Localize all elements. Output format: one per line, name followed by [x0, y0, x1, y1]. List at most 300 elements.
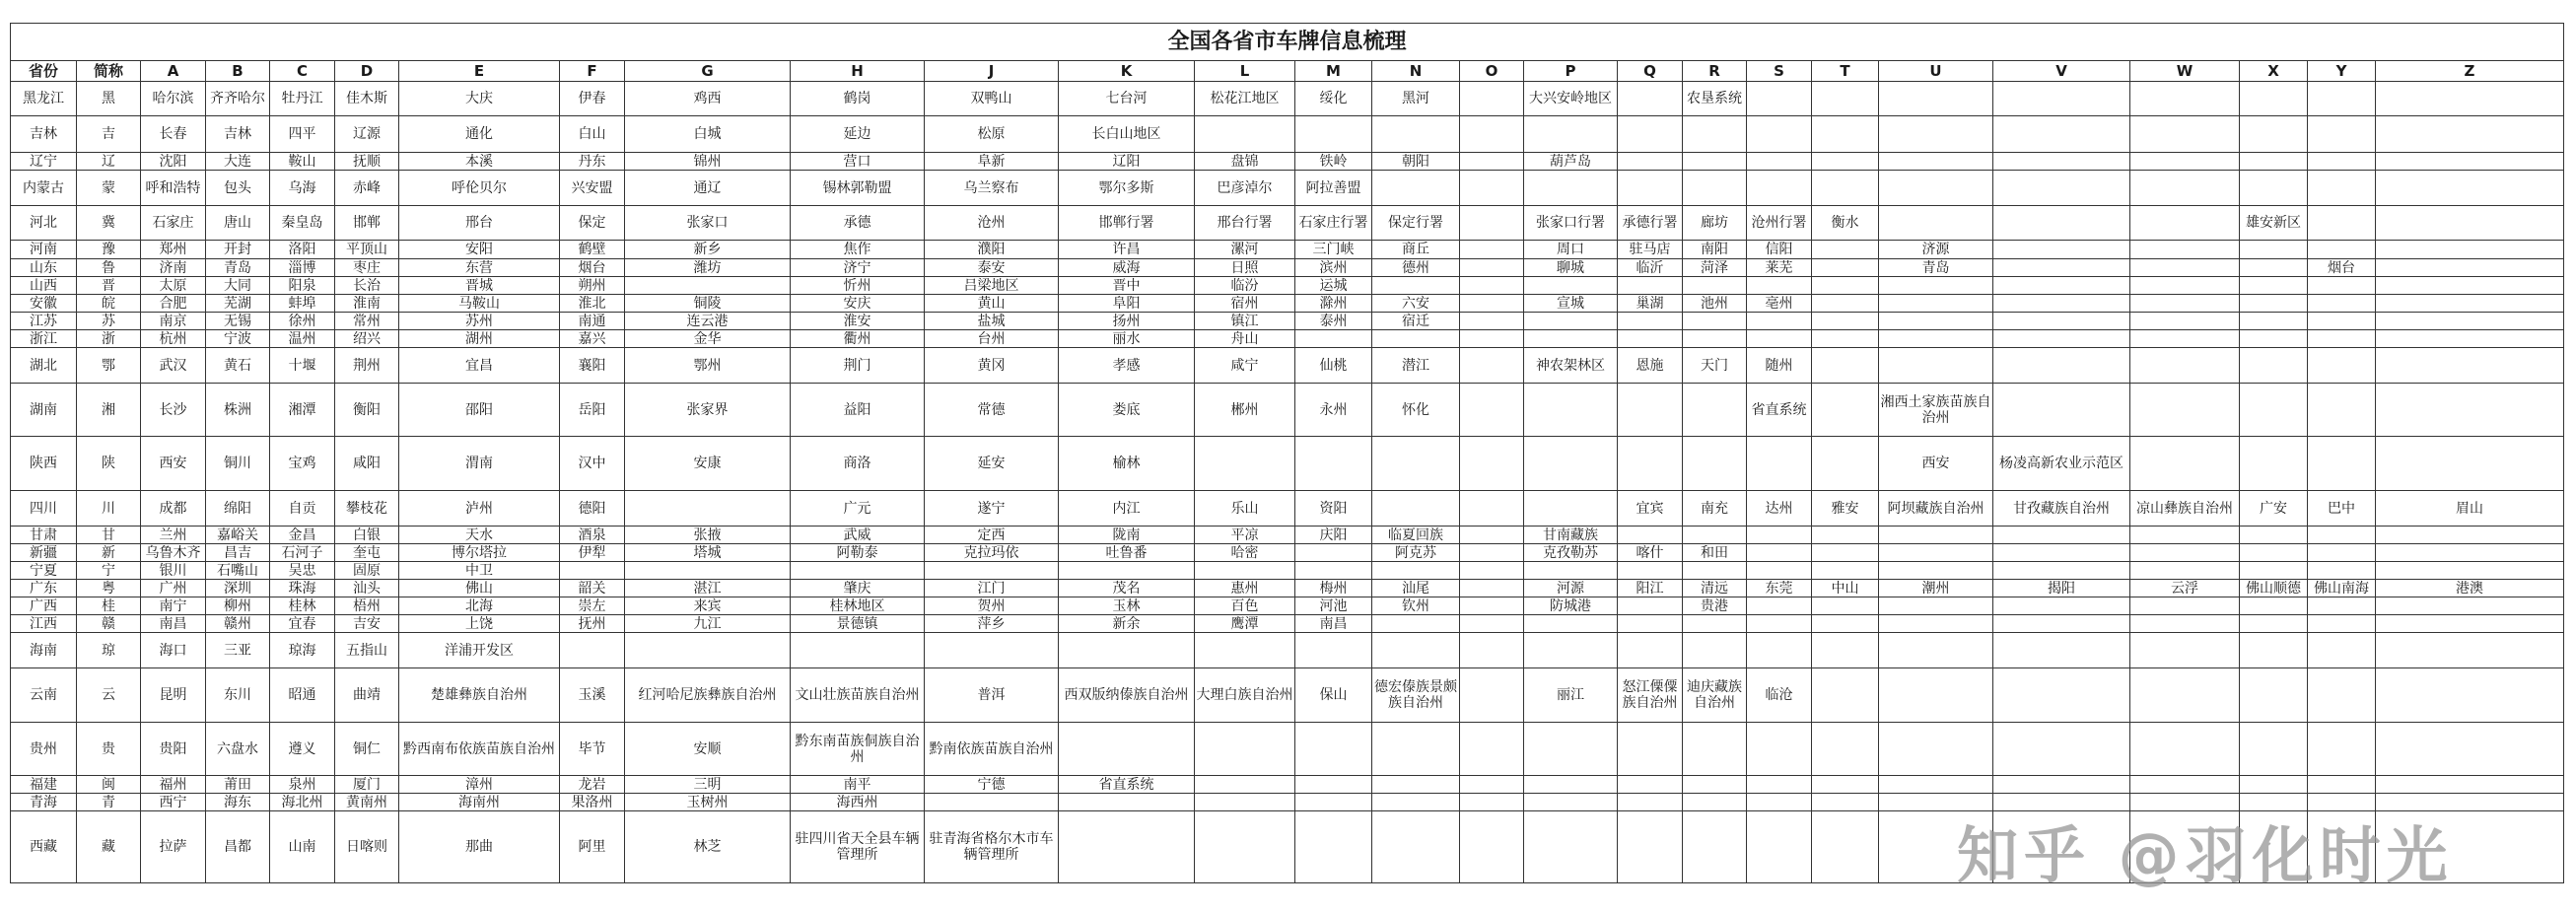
city-cell: 阳泉 [270, 277, 335, 295]
province-cell: 河南 [11, 241, 77, 259]
city-cell: 焦作 [791, 241, 925, 259]
city-cell: 吴忠 [270, 562, 335, 580]
city-cell [1460, 313, 1524, 330]
city-cell: 平凉 [1195, 527, 1295, 544]
city-cell [1524, 776, 1618, 794]
province-cell: 宁夏 [11, 562, 77, 580]
city-cell: 海口 [141, 633, 206, 668]
table-row [11, 437, 2564, 491]
city-cell [2240, 776, 2308, 794]
city-cell [1879, 348, 1993, 384]
abbr-cell: 桂 [77, 597, 141, 615]
city-cell: 昭通 [270, 668, 335, 723]
city-cell [1812, 241, 1879, 259]
city-cell: 郴州 [1195, 384, 1295, 437]
city-cell [2376, 437, 2564, 491]
city-cell: 衢州 [791, 330, 925, 348]
city-cell: 台州 [925, 330, 1059, 348]
city-cell: 贺州 [925, 597, 1059, 615]
city-cell [1295, 776, 1372, 794]
city-cell [1812, 794, 1879, 811]
city-cell [1618, 527, 1683, 544]
city-cell: 绥化 [1295, 82, 1372, 116]
city-cell: 舟山 [1195, 330, 1295, 348]
abbr-cell: 琼 [77, 633, 141, 668]
city-cell [2130, 437, 2240, 491]
city-cell [1747, 313, 1812, 330]
city-cell: 随州 [1747, 348, 1812, 384]
city-cell: 安阳 [399, 241, 560, 259]
city-cell: 烟台 [2308, 259, 2376, 277]
table-row [11, 153, 2564, 171]
city-cell: 铜仁 [335, 723, 399, 776]
city-cell: 温州 [270, 330, 335, 348]
city-cell: 日喀则 [335, 811, 399, 883]
city-cell [1524, 330, 1618, 348]
city-cell [791, 633, 925, 668]
city-cell: 深圳 [206, 580, 270, 597]
city-cell [2308, 437, 2376, 491]
city-cell [1195, 116, 1295, 153]
city-cell: 泰安 [925, 259, 1059, 277]
city-cell: 枣庄 [335, 259, 399, 277]
city-cell [1812, 597, 1879, 615]
province-cell: 海南 [11, 633, 77, 668]
city-cell: 绵阳 [206, 491, 270, 527]
city-cell [1993, 206, 2130, 241]
city-cell: 张家口行署 [1524, 206, 1618, 241]
city-cell: 烟台 [560, 259, 625, 277]
city-cell: 雅安 [1812, 491, 1879, 527]
city-cell: 珠海 [270, 580, 335, 597]
city-cell [2376, 633, 2564, 668]
city-cell [1747, 597, 1812, 615]
city-cell: 乌鲁木齐 [141, 544, 206, 562]
city-cell [1618, 437, 1683, 491]
city-cell: 亳州 [1747, 295, 1812, 313]
column-header: V [1993, 61, 2130, 82]
city-cell [2376, 384, 2564, 437]
abbr-cell: 浙 [77, 330, 141, 348]
city-cell [1460, 171, 1524, 206]
column-header: W [2130, 61, 2240, 82]
city-cell: 潮州 [1879, 580, 1993, 597]
column-header: Q [1618, 61, 1683, 82]
city-cell [1812, 437, 1879, 491]
city-cell: 抚顺 [335, 153, 399, 171]
city-cell: 衡水 [1812, 206, 1879, 241]
city-cell: 省直系统 [1747, 384, 1812, 437]
abbr-cell: 豫 [77, 241, 141, 259]
city-cell: 昆明 [141, 668, 206, 723]
city-cell [1295, 544, 1372, 562]
city-cell: 乐山 [1195, 491, 1295, 527]
city-cell: 株洲 [206, 384, 270, 437]
table-row [11, 544, 2564, 562]
city-cell: 固原 [335, 562, 399, 580]
city-cell: 宿州 [1195, 295, 1295, 313]
city-cell [1747, 171, 1812, 206]
city-cell: 沧州 [925, 206, 1059, 241]
city-cell: 承德 [791, 206, 925, 241]
city-cell: 宝鸡 [270, 437, 335, 491]
city-cell: 连云港 [625, 313, 791, 330]
city-cell [1618, 384, 1683, 437]
city-cell [1372, 277, 1460, 295]
city-cell [1747, 794, 1812, 811]
city-cell: 哈尔滨 [141, 82, 206, 116]
city-cell: 张家界 [625, 384, 791, 437]
city-cell [2130, 171, 2240, 206]
city-cell [1683, 277, 1747, 295]
city-cell [2130, 615, 2240, 633]
city-cell: 防城港 [1524, 597, 1618, 615]
column-header: U [1879, 61, 1993, 82]
abbr-cell: 粤 [77, 580, 141, 597]
city-cell [2240, 171, 2308, 206]
city-cell: 吉林 [206, 116, 270, 153]
city-cell [1683, 330, 1747, 348]
city-cell [1879, 295, 1993, 313]
city-cell [1524, 171, 1618, 206]
city-cell [2308, 723, 2376, 776]
city-cell [925, 633, 1059, 668]
city-cell: 怒江傈僳族自治州 [1618, 668, 1683, 723]
city-cell: 沧州行署 [1747, 206, 1812, 241]
abbr-cell: 鄂 [77, 348, 141, 384]
city-cell [1812, 330, 1879, 348]
city-cell [1812, 313, 1879, 330]
column-header: K [1059, 61, 1195, 82]
city-cell: 丹东 [560, 153, 625, 171]
city-cell: 茂名 [1059, 580, 1195, 597]
city-cell: 潜江 [1372, 348, 1460, 384]
city-cell: 西双版纳傣族自治州 [1059, 668, 1195, 723]
city-cell: 哈密 [1195, 544, 1295, 562]
city-cell: 汉中 [560, 437, 625, 491]
city-cell: 常州 [335, 313, 399, 330]
city-cell: 吐鲁番 [1059, 544, 1195, 562]
province-cell: 西藏 [11, 811, 77, 883]
city-cell [1879, 527, 1993, 544]
city-cell: 三亚 [206, 633, 270, 668]
city-cell [2376, 153, 2564, 171]
city-cell: 自贡 [270, 491, 335, 527]
city-cell [1993, 330, 2130, 348]
city-cell [1460, 116, 1524, 153]
city-cell [560, 562, 625, 580]
table-row [11, 241, 2564, 259]
city-cell: 桂林地区 [791, 597, 925, 615]
city-cell: 定西 [925, 527, 1059, 544]
city-cell: 长沙 [141, 384, 206, 437]
city-cell: 淮安 [791, 313, 925, 330]
city-cell [1059, 723, 1195, 776]
city-cell: 玉树州 [625, 794, 791, 811]
watermark: 知乎 @羽化时光 [1957, 819, 2454, 891]
city-cell [1879, 82, 1993, 116]
city-cell [1372, 437, 1460, 491]
city-cell [1524, 384, 1618, 437]
city-cell [2376, 776, 2564, 794]
city-cell [925, 562, 1059, 580]
city-cell [1372, 116, 1460, 153]
city-cell [1747, 633, 1812, 668]
column-header: C [270, 61, 335, 82]
city-cell [625, 633, 791, 668]
city-cell: 运城 [1295, 277, 1372, 295]
city-cell: 白山 [560, 116, 625, 153]
city-cell: 拉萨 [141, 811, 206, 883]
city-cell [1993, 562, 2130, 580]
city-cell [1812, 615, 1879, 633]
city-cell [1993, 82, 2130, 116]
city-cell [1460, 615, 1524, 633]
city-cell: 合肥 [141, 295, 206, 313]
city-cell [1524, 491, 1618, 527]
city-cell: 六安 [1372, 295, 1460, 313]
city-cell [1295, 723, 1372, 776]
city-cell: 兰州 [141, 527, 206, 544]
city-cell: 遂宁 [925, 491, 1059, 527]
abbr-cell: 晋 [77, 277, 141, 295]
city-cell: 唐山 [206, 206, 270, 241]
city-cell: 大理白族自治州 [1195, 668, 1295, 723]
city-cell [1812, 259, 1879, 277]
column-header: S [1747, 61, 1812, 82]
city-cell [2240, 153, 2308, 171]
city-cell [1683, 615, 1747, 633]
city-cell: 新乡 [625, 241, 791, 259]
city-cell: 惠州 [1195, 580, 1295, 597]
city-cell: 西安 [141, 437, 206, 491]
city-cell: 鄂尔多斯 [1059, 171, 1195, 206]
city-cell: 福州 [141, 776, 206, 794]
city-cell: 临沧 [1747, 668, 1812, 723]
city-cell: 丽水 [1059, 330, 1195, 348]
city-cell: 金昌 [270, 527, 335, 544]
city-cell: 海西州 [791, 794, 925, 811]
city-cell [2308, 776, 2376, 794]
city-cell [2240, 723, 2308, 776]
city-cell [2130, 313, 2240, 330]
city-cell [1195, 723, 1295, 776]
city-cell: 那曲 [399, 811, 560, 883]
city-cell: 赤峰 [335, 171, 399, 206]
city-cell [1618, 615, 1683, 633]
city-cell [1372, 633, 1460, 668]
city-cell [1812, 633, 1879, 668]
city-cell: 北海 [399, 597, 560, 615]
province-cell: 青海 [11, 794, 77, 811]
city-cell: 佛山顺德 [2240, 580, 2308, 597]
table-row [11, 580, 2564, 597]
table-row [11, 259, 2564, 277]
city-cell [1618, 811, 1683, 883]
province-cell: 吉林 [11, 116, 77, 153]
city-cell [1747, 116, 1812, 153]
city-cell [2376, 330, 2564, 348]
column-header: H [791, 61, 925, 82]
city-cell: 渭南 [399, 437, 560, 491]
city-cell: 常德 [925, 384, 1059, 437]
city-cell [1460, 82, 1524, 116]
city-cell [2240, 241, 2308, 259]
city-cell [1879, 277, 1993, 295]
city-cell: 南宁 [141, 597, 206, 615]
city-cell [2308, 330, 2376, 348]
province-cell: 安徽 [11, 295, 77, 313]
column-header: N [1372, 61, 1460, 82]
city-cell [2240, 615, 2308, 633]
city-cell: 济宁 [791, 259, 925, 277]
city-cell: 巴中 [2308, 491, 2376, 527]
city-cell: 遵义 [270, 723, 335, 776]
city-cell: 河池 [1295, 597, 1372, 615]
table-row [11, 776, 2564, 794]
city-cell: 佛山 [399, 580, 560, 597]
column-header: B [206, 61, 270, 82]
city-cell: 包头 [206, 171, 270, 206]
city-cell [1460, 330, 1524, 348]
city-cell: 嘉兴 [560, 330, 625, 348]
table-row [11, 597, 2564, 615]
city-cell: 永州 [1295, 384, 1372, 437]
city-cell [1812, 384, 1879, 437]
city-cell [1295, 794, 1372, 811]
city-cell [2376, 562, 2564, 580]
city-cell: 牡丹江 [270, 82, 335, 116]
city-cell: 镇江 [1195, 313, 1295, 330]
city-cell: 广州 [141, 580, 206, 597]
city-cell [1460, 241, 1524, 259]
city-cell [1812, 153, 1879, 171]
city-cell: 邢台行署 [1195, 206, 1295, 241]
city-cell: 鞍山 [270, 153, 335, 171]
city-cell [1879, 116, 1993, 153]
city-cell: 通化 [399, 116, 560, 153]
city-cell: 兴安盟 [560, 171, 625, 206]
city-cell: 景德镇 [791, 615, 925, 633]
city-cell [1618, 277, 1683, 295]
city-cell: 恩施 [1618, 348, 1683, 384]
city-cell: 厦门 [335, 776, 399, 794]
city-cell [1195, 562, 1295, 580]
city-cell: 海北州 [270, 794, 335, 811]
city-cell [1059, 811, 1195, 883]
city-cell: 宁德 [925, 776, 1059, 794]
city-cell: 南通 [560, 313, 625, 330]
city-cell [2376, 313, 2564, 330]
city-cell: 德宏傣族景颇族自治州 [1372, 668, 1460, 723]
city-cell: 洋浦开发区 [399, 633, 560, 668]
city-cell: 新余 [1059, 615, 1195, 633]
city-cell [1524, 633, 1618, 668]
city-cell: 咸阳 [335, 437, 399, 491]
province-cell: 甘肃 [11, 527, 77, 544]
city-cell [2308, 171, 2376, 206]
city-cell [1618, 633, 1683, 668]
license-plate-table [10, 23, 2564, 883]
table-row [11, 206, 2564, 241]
city-cell [2308, 544, 2376, 562]
city-cell: 长春 [141, 116, 206, 153]
city-cell [1812, 527, 1879, 544]
city-cell: 邵阳 [399, 384, 560, 437]
province-cell: 山东 [11, 259, 77, 277]
city-cell [1460, 153, 1524, 171]
city-cell [1618, 597, 1683, 615]
city-cell: 宁波 [206, 330, 270, 348]
province-cell: 浙江 [11, 330, 77, 348]
column-header: J [925, 61, 1059, 82]
city-cell [560, 633, 625, 668]
city-cell: 鹤岗 [791, 82, 925, 116]
city-cell: 孝感 [1059, 348, 1195, 384]
city-cell: 通辽 [625, 171, 791, 206]
city-cell: 黑河 [1372, 82, 1460, 116]
city-cell [1372, 562, 1460, 580]
city-cell: 三门峡 [1295, 241, 1372, 259]
city-cell [1524, 562, 1618, 580]
city-cell: 呼伦贝尔 [399, 171, 560, 206]
city-cell: 辽阳 [1059, 153, 1195, 171]
city-cell [1747, 437, 1812, 491]
city-cell: 安顺 [625, 723, 791, 776]
city-cell [1879, 668, 1993, 723]
city-cell [1460, 597, 1524, 615]
city-cell: 双鸭山 [925, 82, 1059, 116]
city-cell [2240, 295, 2308, 313]
city-cell: 嘉峪关 [206, 527, 270, 544]
city-cell [1879, 615, 1993, 633]
city-cell [2240, 330, 2308, 348]
city-cell: 锦州 [625, 153, 791, 171]
city-cell: 广元 [791, 491, 925, 527]
province-cell: 广西 [11, 597, 77, 615]
city-cell [1747, 723, 1812, 776]
city-cell: 塔城 [625, 544, 791, 562]
city-cell [2240, 259, 2308, 277]
city-cell: 梧州 [335, 597, 399, 615]
city-cell [2130, 295, 2240, 313]
city-cell: 江门 [925, 580, 1059, 597]
city-cell [1747, 562, 1812, 580]
city-cell: 武汉 [141, 348, 206, 384]
city-cell: 佳木斯 [335, 82, 399, 116]
city-cell [2240, 437, 2308, 491]
city-cell [1879, 544, 1993, 562]
city-cell [1195, 776, 1295, 794]
city-cell [1524, 811, 1618, 883]
city-cell [2130, 544, 2240, 562]
city-cell [2130, 116, 2240, 153]
city-cell: 桂林 [270, 597, 335, 615]
city-cell: 绍兴 [335, 330, 399, 348]
city-cell [1879, 171, 1993, 206]
city-cell [2308, 597, 2376, 615]
city-cell: 甘孜藏族自治州 [1993, 491, 2130, 527]
city-cell [2376, 615, 2564, 633]
city-cell [1993, 259, 2130, 277]
city-cell: 贵阳 [141, 723, 206, 776]
city-cell: 石家庄 [141, 206, 206, 241]
city-cell: 黔东南苗族侗族自治州 [791, 723, 925, 776]
city-cell: 阿拉善盟 [1295, 171, 1372, 206]
city-cell [1524, 437, 1618, 491]
city-cell [1372, 330, 1460, 348]
city-cell: 楚雄彝族自治州 [399, 668, 560, 723]
